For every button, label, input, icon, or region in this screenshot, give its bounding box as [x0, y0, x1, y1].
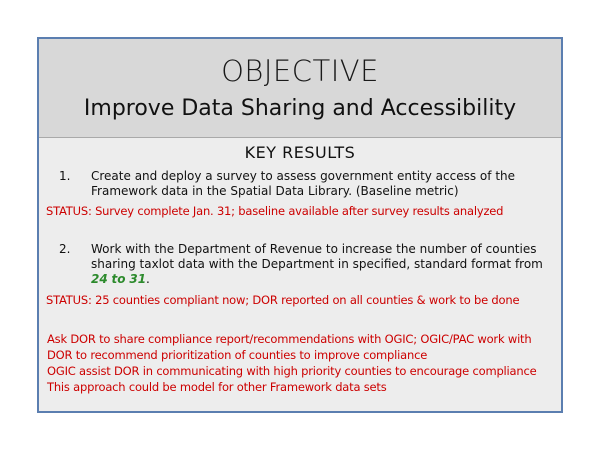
key-result-2-line-1: Work with the Department of Revenue to increase the number of counties [91, 242, 537, 256]
range-from: 24 [91, 272, 108, 286]
key-result-1-status: STATUS: Survey complete Jan. 31; baseline available after survey results analyzed [46, 204, 504, 218]
key-result-1-text [91, 169, 561, 199]
key-result-2-status: STATUS: 25 counties compliant now; DOR reported on all counties & work to be done [46, 293, 520, 307]
key-result-2-line-2: sharing taxlot data with the Department in specified, standard format from [91, 257, 543, 271]
action-item-4: This approach could be model for other Framework data sets [47, 380, 387, 394]
slide-frame [37, 37, 563, 413]
range-to: 31 [129, 272, 147, 286]
objective-header [39, 39, 561, 138]
range-to-word: to [111, 272, 126, 286]
action-item-2: DOR to recommend prioritization of counties to improve compliance [47, 348, 428, 362]
key-result-1-line-1: Create and deploy a survey to assess government entity access of the [91, 169, 516, 183]
key-result-1-number: 1. [59, 169, 71, 183]
key-result-1-line-2: Framework data in the Spatial Data Library. (Baseline metric) [91, 184, 459, 198]
objective-title: OBJECTIVE [221, 54, 379, 88]
key-result-2-number: 2. [59, 242, 71, 256]
action-item-3: OGIC assist DOR in communicating with high priority counties to encourage compliance [47, 364, 537, 378]
key-result-2-text [91, 242, 561, 287]
objective-subtitle: Improve Data Sharing and Accessibility [83, 96, 517, 121]
key-results-heading: KEY RESULTS [244, 143, 356, 162]
action-items [47, 331, 557, 395]
action-item-1: Ask DOR to share compliance report/recommendations with OGIC; OGIC/PAC work with [47, 332, 532, 346]
key-result-2-line-3 [91, 272, 561, 287]
range-end: . [146, 272, 150, 286]
